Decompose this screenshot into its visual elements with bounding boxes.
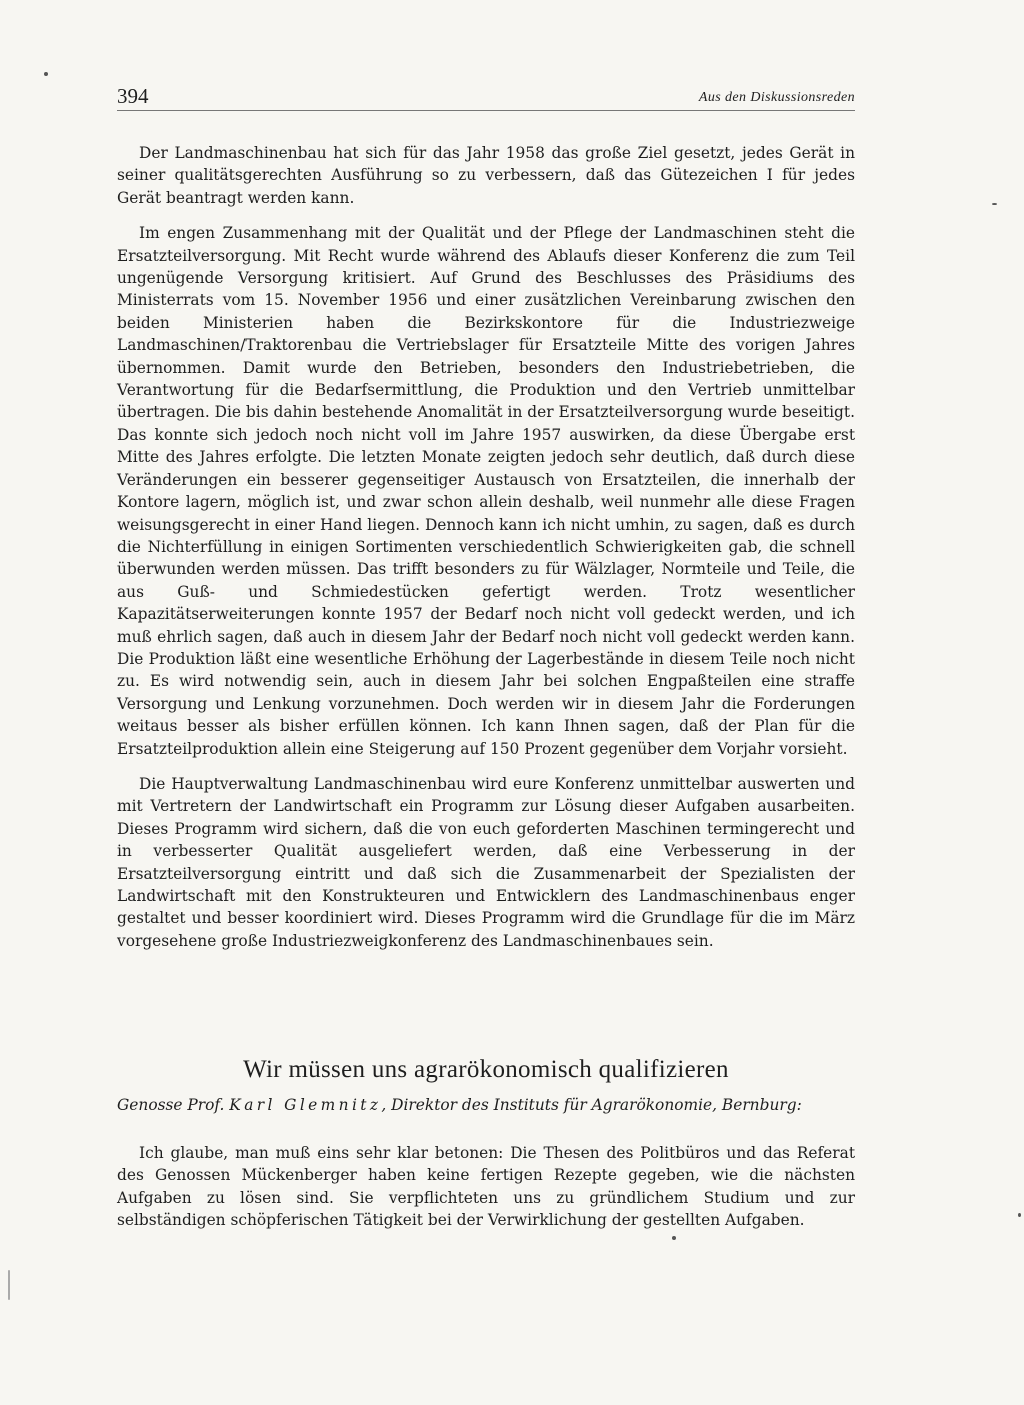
byline-suffix: , Direktor des Instituts für Agrarökonomie, Bernburg:	[381, 1096, 802, 1114]
scan-speck	[1018, 1213, 1021, 1217]
page-number: 394	[117, 84, 149, 108]
speaker-byline	[117, 1094, 855, 1116]
scan-speck	[672, 1236, 676, 1240]
running-head: Aus den Diskussionsreden	[698, 90, 855, 105]
paragraph: Im engen Zusammenhang mit der Qualität und der Pflege der Landmaschinen steht die Ersatzteilversorgung. Mit Recht wurde während des Ablaufs dieser Konferenz die zum Teil ungenügende Versorgung kritisiert. Auf Grund des Beschlusses des Präsidiums des Ministerrats vom 15. November 1956 und einer zusätzlichen Vereinbarung zwischen den beiden Ministerien haben die Bezirkskontore für die Industriezweige Landmaschinen/Traktorenbau die Vertriebslager für Ersatzteile Mitte des vorigen Jahres übernommen. Damit wurde den Betrieben, besonders den Industriebetrieben, die Verantwortung für die Bedarfsermittlung, die Produktion und den Vertrieb unmittelbar übertragen. Die bis dahin bestehende Anomalität in der Ersatzteilversorgung wurde beseitigt. Das konnte sich jedoch noch nicht voll im Jahre 1957 auswirken, da diese Übergabe erst Mitte des Jahres erfolgte. Die letzten Monate zeigten jedoch sehr deutlich, daß durch diese Veränderungen ein besserer gegenseitiger Austausch von Ersatzteilen, die innerhalb der Kontore lagern, möglich ist, und zwar schon allein deshalb, weil nunmehr alle diese Fragen weisungsgerecht in einer Hand liegen. Dennoch kann ich nicht umhin, zu sagen, daß es durch die Nichterfüllung in einigen Sortimenten verschiedentlich Schwierigkeiten gab, die schnell überwunden werden müssen. Das trifft besonders zu für Wälzlager, Normteile und Teile, die aus Guß- und Schmiedestücken gefertigt werden. Trotz wesentlicher Kapazitätserweiterungen konnte 1957 der Bedarf noch nicht voll gedeckt werden, und ich muß ehrlich sagen, daß auch in diesem Jahr der Bedarf noch nicht voll gedeckt werden kann. Die Produktion läßt eine wesentliche Erhöhung der Lagerbestände in diesem Teile noch nicht zu. Es wird notwendig sein, auch in diesem Jahr bei solchen Engpaßteilen eine straffe Versorgung und Lenkung vorzunehmen. Doch werden wir in diesem Jahr die Forderungen weitaus besser als bisher erfüllen können. Ich kann Ihnen sagen, daß der Plan für die Ersatzteilproduktion allein eine Steigerung auf 150 Prozent gegenüber dem Vorjahr vorsieht.	[117, 224, 855, 758]
paragraph: Die Hauptverwaltung Landmaschinenbau wird eure Konferenz unmittelbar auswerten und mit Vertretern der Landwirtschaft ein Programm zur Lösung dieser Aufgaben ausarbeiten. Dieses Programm wird sichern, daß die von euch geforderten Maschinen termingerecht und in verbesserter Qualität ausgeliefert werden, daß eine Verbesserung in der Ersatzteilversorgung eintritt und daß sich die Zusammenarbeit der Spezialisten der Landwirtschaft mit den Konstrukteuren und Entwicklern des Landmaschinenbaus enger gestaltet und besser koordiniert wird. Dieses Programm wird die Grundlage für die im März vorgesehene große Industriezweigkonferenz des Landmaschinenbaues sein.	[117, 774, 855, 950]
body-text	[117, 142, 855, 952]
paragraph: Der Landmaschinenbau hat sich für das Jahr 1958 das große Ziel gesetzt, jedes Gerät in seiner qualitätsgerechten Ausführung so zu verbessern, daß das Gütezeichen I für jedes Gerät beantragt werden kann.	[117, 144, 855, 207]
scan-speck	[44, 72, 48, 76]
paragraph: Ich glaube, man muß eins sehr klar betonen: Die Thesen des Politbüros und das Referat des Genossen Mückenberger haben keine fertigen Rezepte gegeben, wie die nächsten Aufgaben zu lösen sind. Sie verpflichteten uns zu gründlichem Studium und zur selbständigen schöpferischen Tätigkeit bei der Verwirklichung der gestellten Aufgaben.	[117, 1144, 855, 1230]
section-heading: Wir müssen uns agrarökonomisch qualifizieren	[243, 1056, 729, 1083]
scan-speck	[8, 1270, 10, 1300]
scan-speck	[992, 203, 997, 205]
byline-prefix: Genosse Prof.	[117, 1096, 230, 1114]
section-text	[117, 1142, 855, 1232]
header-rule	[117, 110, 855, 111]
page-header	[117, 84, 855, 112]
speaker-name: Karl Glemnitz	[229, 1096, 382, 1114]
